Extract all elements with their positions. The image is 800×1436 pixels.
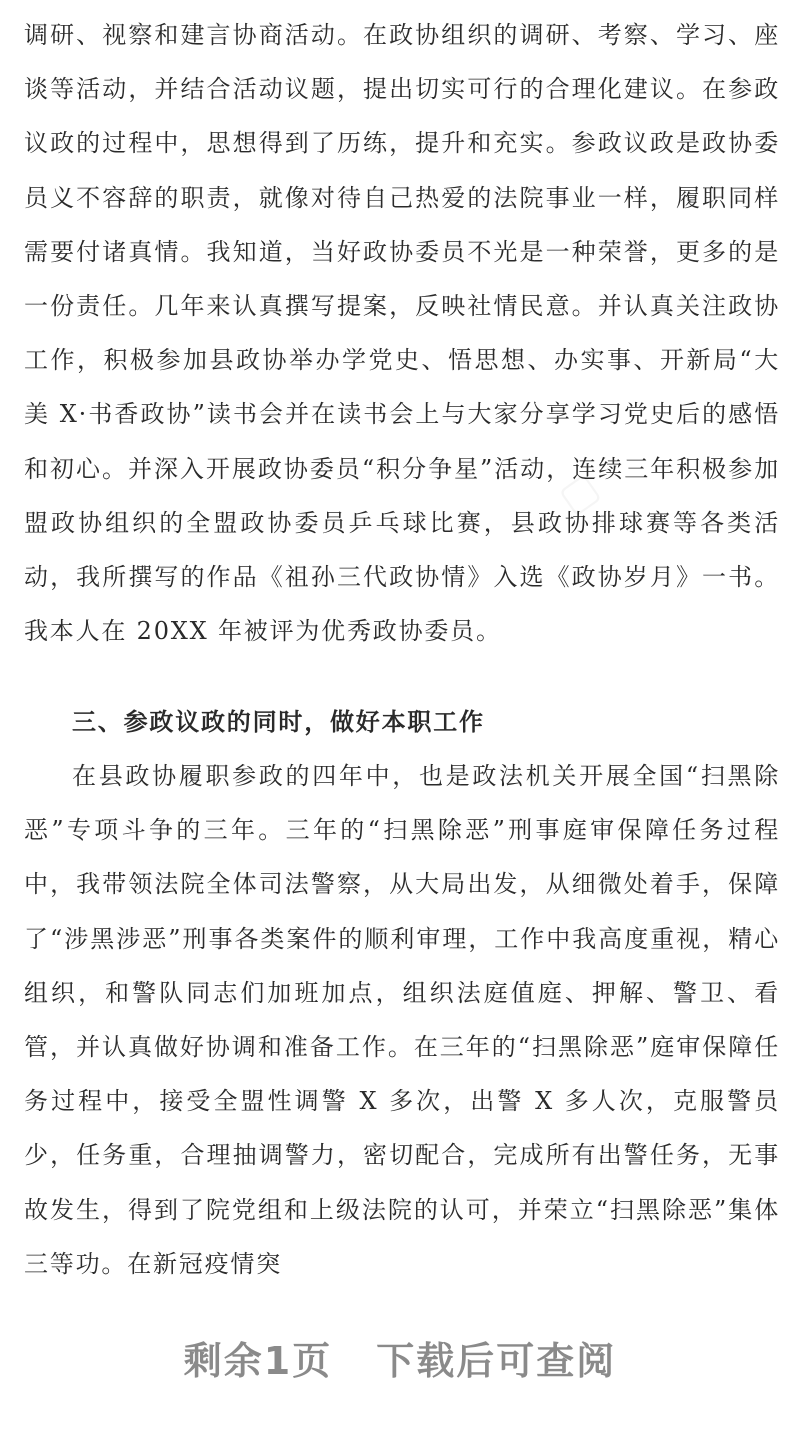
download-to-read-label: 下载后可查阅 xyxy=(376,1339,617,1383)
paragraph-continuation: 调研、视察和建言协商活动。在政协组织的调研、考察、学习、座谈等活动，并结合活动议题，提出切实可行的合理化建议。在参政议政的过程中，思想得到了历练，提升和充实。参政议政是政协委员义不容辞的职责，就像对待自己热爱的法院事业一样，履职同样需要付诸真情。我知道，当好政协委员不光是一种荣誉，更多的是一份责任。几年来认真撰写提案，反映社情民意。并认真关注政协工作，积极参加县政协举办学党史、悟思想、办实事、开新局“大美 X·书香政协”读书会并在读书会上与大家分享学习党史后的感悟和初心。并深入开展政协委员“积分争星”活动，连续三年积极参加盟政协组织的全盟政协委员乒乓球比赛，县政协排球赛等各类活动，我所撰写的作品《祖孙三代政协情》入选《政协岁月》一书。我本人在 20XX 年被评为优秀政协委员。 xyxy=(24,21,780,646)
remaining-pages-label: 剩余1页 xyxy=(183,1339,333,1383)
paragraph: 在县政协履职参政的四年中，也是政法机关开展全国“扫黑除恶”专项斗争的三年。三年的“扫黑除恶”刑事庭审保障任务过程中，我带领法院全体司法警察，从大局出发，从细微处着手，保障了“涉黑涉恶”刑事各类案件的顺利审理，工作中我高度重视，精心组织，和警队同志们加班加点，组织法庭值庭、押解、警卫、看管，并认真做好协调和准备工作。在三年的“扫黑除恶”庭审保障任务过程中，接受全盟性调警 X 多次，出警 X 多人次，克服警员少，任务重，合理抽调警力，密切配合，完成所有出警任务，无事故发生，得到了院党组和上级法院的认可，并荣立“扫黑除恶”集体三等功。在新冠疫情突 xyxy=(24,762,780,1278)
section-heading: 三、参政议政的同时，做好本职工作 xyxy=(72,707,485,736)
download-prompt[interactable] xyxy=(0,1330,800,1385)
